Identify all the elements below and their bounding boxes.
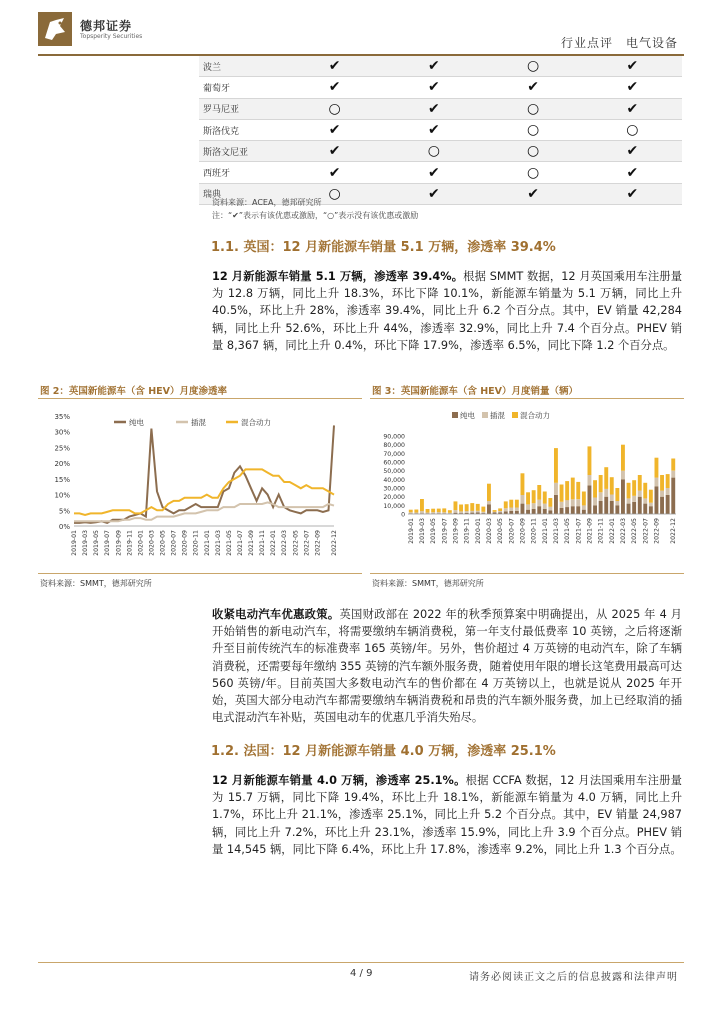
y-tick-label: 50,000	[383, 468, 405, 476]
series-line	[74, 469, 334, 515]
bar-segment	[442, 508, 446, 512]
country-name: 斯洛文尼亚	[199, 141, 285, 162]
bar-segment	[560, 508, 564, 514]
bar-segment	[448, 510, 452, 513]
table-source: 资料来源：ACEA，德邦研究所	[212, 198, 322, 207]
bar-segment	[615, 505, 619, 514]
y-tick-label: 60,000	[383, 459, 405, 467]
bar-segment	[588, 446, 592, 475]
bar-segment	[571, 506, 575, 514]
x-tick-label: 2022-12	[331, 530, 338, 556]
legend-label: 插混	[490, 411, 505, 420]
x-tick-label: 2020-01	[137, 530, 145, 556]
bar-segment	[638, 491, 642, 497]
legend-label: 插混	[191, 418, 206, 427]
bar-segment	[470, 511, 474, 513]
y-tick-label: 10,000	[383, 502, 405, 510]
legend-swatch	[452, 412, 458, 418]
check-mark-icon: ✔	[285, 56, 384, 77]
x-tick-label: 2021-05	[564, 518, 572, 544]
x-tick-label: 2019-01	[407, 518, 415, 544]
x-tick-label: 2022-03	[619, 518, 627, 544]
page-number: 4 / 9	[350, 968, 373, 979]
check-mark-icon: ✔	[384, 162, 483, 183]
bar-segment	[554, 448, 558, 483]
x-tick-label: 2020-05	[159, 530, 167, 556]
x-tick-label: 2019-05	[93, 530, 101, 556]
bar-segment	[660, 491, 664, 497]
bar-segment	[671, 478, 675, 514]
bar-segment	[526, 492, 530, 504]
check-mark-icon: ✔	[285, 77, 384, 98]
bar-segment	[509, 511, 513, 514]
bar-segment	[610, 501, 614, 514]
bar-segment	[431, 509, 435, 513]
x-tick-label: 2021-03	[552, 518, 560, 544]
x-tick-label: 2021-03	[214, 530, 222, 556]
bar-segment	[565, 507, 569, 514]
bar-segment	[548, 498, 552, 507]
x-tick-label: 2019-07	[104, 530, 112, 556]
logo-chinese-name: 德邦证券	[80, 19, 133, 33]
empty-circle-icon: ○	[384, 141, 483, 162]
bar-segment	[526, 505, 530, 510]
bar-segment	[498, 511, 502, 512]
bar-segment	[632, 496, 636, 502]
x-tick-label: 2019-05	[430, 518, 438, 544]
footer-disclaimer: 请务必阅读正文之后的信息披露和法律声明	[469, 972, 678, 983]
x-tick-label: 2020-09	[519, 518, 527, 544]
x-tick-label: 2020-07	[170, 530, 178, 556]
section-fr-body: 根据 CCFA 数据，12 月法国乘用车注册量为 15.7 万辆，同比下降 19.4%，环比上升 18.1%，新能源车销量为 4.0 万辆，同比上升 1.7%，环比上升 21.1%，渗透率 25.1%，同比上升 5.2 个百分点。其中，EV 销量 24,987 辆，同比上升 7.2%，环比上升 23.1%，渗透率 15.9%，同比上升 3.9 个百分点。PHEV 销量 14,545 辆，同比下降 6.4%，环比上升 17.8%，渗透率 9.2%，同比上升 1.3 个百分点。	[212, 774, 682, 856]
bar-segment	[599, 501, 603, 514]
bar-segment	[576, 499, 580, 506]
x-tick-label: 2019-01	[71, 530, 78, 556]
bar-segment	[481, 512, 485, 513]
bar-segment	[532, 503, 536, 509]
check-mark-icon: ✔	[484, 77, 583, 98]
y-tick-label: 30%	[54, 428, 70, 437]
section-uk-body: 根据 SMMT 数据，12 月英国乘用车注册量为 12.8 万辆，同比上升 18.3%，环比下降 10.1%，新能源车销量为 5.1 万辆，同比上升 40.5%，环比上升 28%，渗透率 39.4%，同比上升 6.2 个百分点。其中，EV 销量 42,284 辆，同比上升 52.6%，环比上升 44%，渗透率 32.9%，同比上升 7.4 个百分点。PHEV 销量 8,367 辆，同比上升 0.4%，环比下降 17.9%，渗透率 6.5%，同比下降 1.2 个百分点。	[212, 270, 682, 352]
check-mark-icon: ✔	[583, 56, 682, 77]
bar-segment	[431, 512, 435, 513]
section-uk-title: 1.1. 英国：12 月新能源车销量 5.1 万辆，渗透率 39.4%	[211, 240, 556, 255]
x-tick-label: 2021-11	[259, 530, 267, 556]
figure3-source: 资料来源：SMMT，德邦研究所	[372, 579, 484, 588]
x-tick-label: 2022-05	[631, 518, 639, 544]
y-tick-label: 15%	[54, 475, 70, 484]
bar-segment	[588, 475, 592, 485]
policy-paragraph	[212, 606, 682, 726]
bar-segment	[649, 503, 653, 507]
legend-swatch	[512, 412, 518, 418]
bar-segment	[643, 504, 647, 514]
bar-segment	[414, 510, 418, 513]
empty-circle-icon: ○	[484, 98, 583, 119]
y-tick-label: 70,000	[383, 450, 405, 458]
bar-segment	[666, 495, 670, 514]
bar-segment	[621, 445, 625, 471]
bar-segment	[655, 486, 659, 514]
y-tick-label: 20%	[54, 460, 70, 469]
bar-segment	[420, 511, 424, 513]
table-row	[199, 119, 682, 140]
x-tick-label: 2020-05	[497, 518, 505, 544]
bar-segment	[621, 479, 625, 514]
bar-segment	[487, 501, 491, 505]
series-line	[74, 425, 334, 523]
bar-segment	[593, 505, 597, 514]
bar-segment	[632, 480, 636, 496]
bar-segment	[582, 492, 586, 506]
country-name: 葡萄牙	[199, 77, 285, 98]
bar-segment	[588, 485, 592, 514]
uk-penetration-line-chart	[38, 402, 366, 570]
bar-segment	[565, 481, 569, 500]
footer-divider	[38, 962, 684, 963]
table-row	[199, 56, 682, 77]
bar-segment	[476, 504, 480, 511]
bar-segment	[582, 505, 586, 509]
bar-segment	[487, 505, 491, 515]
bar-segment	[487, 484, 491, 501]
bar-segment	[649, 506, 653, 514]
check-mark-icon: ✔	[384, 77, 483, 98]
bar-segment	[470, 503, 474, 511]
bar-segment	[615, 501, 619, 505]
y-tick-label: 5%	[58, 507, 70, 516]
bar-segment	[599, 475, 603, 492]
company-logo-icon	[38, 12, 72, 46]
bar-segment	[521, 473, 525, 495]
bar-segment	[621, 471, 625, 480]
report-category: 行业点评 电气设备	[560, 36, 678, 50]
bar-segment	[426, 512, 430, 513]
bar-segment	[532, 509, 536, 514]
bar-segment	[459, 505, 463, 512]
logo-english-name: Topsperity Securities	[80, 33, 143, 40]
x-tick-label: 2022-09	[653, 518, 661, 544]
bar-segment	[420, 499, 424, 511]
x-tick-label: 2022-01	[270, 530, 278, 556]
x-tick-label: 2019-09	[452, 518, 460, 544]
country-name: 瑞典	[199, 183, 285, 204]
empty-circle-icon: ○	[484, 162, 583, 183]
bar-segment	[638, 475, 642, 491]
bar-segment	[560, 485, 564, 502]
bar-segment	[604, 489, 608, 497]
bar-segment	[493, 510, 497, 512]
figure3-title: 图 3：英国新能源车（含 HEV）月度销量（辆）	[372, 386, 579, 397]
bar-segment	[504, 508, 508, 511]
bar-segment	[465, 504, 469, 511]
bar-segment	[437, 509, 441, 512]
check-mark-icon: ✔	[583, 98, 682, 119]
bar-segment	[548, 507, 552, 511]
x-tick-label: 2020-07	[508, 518, 516, 544]
bar-segment	[660, 497, 664, 514]
x-tick-label: 2019-09	[115, 530, 123, 556]
x-tick-label: 2021-05	[225, 530, 233, 556]
bar-segment	[515, 511, 519, 514]
bar-segment	[666, 488, 670, 495]
x-tick-label: 2021-11	[597, 518, 605, 544]
bar-segment	[543, 509, 547, 514]
y-tick-label: 90,000	[383, 433, 405, 441]
y-tick-label: 10%	[54, 491, 70, 500]
bar-segment	[554, 483, 558, 495]
bar-segment	[643, 483, 647, 499]
x-tick-label: 2021-07	[236, 530, 244, 556]
bar-segment	[521, 495, 525, 504]
check-mark-icon: ✔	[285, 162, 384, 183]
y-tick-label: 40,000	[383, 476, 405, 484]
bar-segment	[409, 510, 413, 513]
bar-segment	[414, 513, 418, 514]
legend-label: 混合动力	[520, 411, 550, 420]
table-row	[199, 162, 682, 183]
x-tick-label: 2022-12	[670, 518, 678, 544]
x-tick-label: 2022-09	[314, 530, 322, 556]
figure2-rule	[38, 398, 362, 399]
check-mark-icon: ✔	[384, 56, 483, 77]
bar-segment	[515, 508, 519, 512]
bar-segment	[604, 467, 608, 489]
bar-segment	[671, 471, 675, 478]
bar-segment	[454, 510, 458, 513]
x-tick-label: 2022-01	[608, 518, 616, 544]
y-tick-label: 35%	[54, 413, 70, 421]
figure2-title: 图 2：英国新能源车（含 HEV）月度渗透率	[40, 386, 228, 397]
bar-segment	[660, 475, 664, 491]
bar-segment	[576, 506, 580, 514]
empty-circle-icon: ○	[285, 183, 384, 204]
bar-segment	[599, 492, 603, 501]
x-tick-label: 2021-09	[586, 518, 594, 544]
empty-circle-icon: ○	[484, 56, 583, 77]
y-tick-label: 25%	[54, 444, 70, 453]
bar-segment	[537, 500, 541, 507]
check-mark-icon: ✔	[484, 183, 583, 204]
figure2-source: 资料来源：SMMT，德邦研究所	[40, 579, 152, 588]
legend-swatch	[482, 412, 488, 418]
check-mark-icon: ✔	[583, 77, 682, 98]
bar-segment	[442, 512, 446, 513]
bar-segment	[593, 498, 597, 506]
bar-segment	[504, 501, 508, 508]
bar-segment	[655, 458, 659, 478]
legend-label: 纯电	[460, 411, 475, 420]
section-uk-lead: 12 月新能源车销量 5.1 万辆，渗透率 39.4%。	[212, 270, 464, 283]
legend-label: 纯电	[129, 418, 144, 427]
check-mark-icon: ✔	[384, 98, 483, 119]
bar-segment	[459, 511, 463, 513]
bar-segment	[476, 511, 480, 513]
y-tick-label: 30,000	[383, 485, 405, 493]
policy-body: 英国财政部在 2022 年的秋季预算案中明确提出，从 2025 年 4 月开始销售的新电动汽车，将需要缴纳车辆消费税，第一年支付最低费率 10 英镑，之后将逐渐升至目前传统汽车的标准费率 165 英镑/年。另外，售价超过 4 万英镑的电动汽车，除了车辆消费税，还需要每年缴纳 355 英镑的汽车额外服务费，随着使用年限的增长这笔费用最高可达 560 英镑/年。目前英国大多数电动汽车的售价都在 4 万英镑以上，也就是说从 2025 年开始，英国大部分电动汽车都需要缴纳车辆消费税和昂贵的汽车额外服务费，加上已经取消的插电式混动汽车补贴，英国电动车的优惠几乎消失殆尽。	[212, 608, 682, 725]
check-mark-icon: ✔	[285, 141, 384, 162]
bar-segment	[576, 482, 580, 499]
bar-segment	[643, 498, 647, 503]
empty-circle-icon: ○	[583, 119, 682, 140]
bar-segment	[509, 500, 513, 508]
figure3-bottom-rule	[370, 573, 684, 574]
bar-segment	[582, 510, 586, 514]
x-tick-label: 2021-01	[541, 518, 549, 544]
empty-circle-icon: ○	[285, 98, 384, 119]
x-tick-label: 2019-11	[463, 518, 471, 544]
check-mark-icon: ✔	[384, 119, 483, 140]
bar-segment	[409, 512, 413, 513]
bar-segment	[627, 483, 631, 499]
bar-segment	[426, 509, 430, 513]
bar-segment	[649, 490, 653, 503]
x-tick-label: 2020-11	[192, 530, 200, 556]
y-tick-label: 0%	[58, 523, 70, 531]
policy-table	[199, 56, 682, 205]
legend-label: 混合动力	[241, 418, 271, 427]
bar-segment	[537, 506, 541, 514]
bar-segment	[448, 513, 452, 514]
bar-segment	[604, 497, 608, 514]
x-tick-label: 2019-11	[126, 530, 134, 556]
bar-segment	[627, 504, 631, 514]
figure3-rule	[370, 398, 684, 399]
x-tick-label: 2019-03	[418, 518, 426, 544]
bar-segment	[671, 459, 675, 471]
country-name: 斯洛伐克	[199, 119, 285, 140]
x-tick-label: 2022-07	[303, 530, 311, 556]
uk-sales-bar-chart	[370, 402, 684, 570]
bar-segment	[615, 488, 619, 501]
table-note: 注：“✔”表示有该优惠或激励，“○”表示没有该优惠或激励	[212, 211, 419, 220]
y-tick-label: 0	[401, 511, 405, 519]
check-mark-icon: ✔	[583, 183, 682, 204]
section-uk-paragraph	[212, 268, 682, 354]
bar-segment	[560, 502, 564, 508]
section-fr-title: 1.2. 法国：12 月新能源车销量 4.0 万辆，渗透率 25.1%	[211, 744, 556, 759]
x-tick-label: 2020-09	[181, 530, 189, 556]
x-tick-label: 2021-07	[575, 518, 583, 544]
y-tick-label: 80,000	[383, 442, 405, 450]
check-mark-icon: ✔	[583, 141, 682, 162]
bar-segment	[498, 508, 502, 511]
x-tick-label: 2021-09	[248, 530, 256, 556]
figure2-bottom-rule	[38, 573, 362, 574]
country-name: 罗马尼亚	[199, 98, 285, 119]
bar-segment	[532, 490, 536, 503]
bar-segment	[610, 477, 614, 494]
bar-segment	[571, 499, 575, 506]
bar-segment	[627, 498, 631, 503]
bar-segment	[437, 512, 441, 513]
bar-segment	[554, 495, 558, 514]
x-tick-label: 2020-01	[474, 518, 482, 544]
bar-segment	[548, 511, 552, 515]
x-tick-label: 2021-01	[203, 530, 211, 556]
empty-circle-icon: ○	[484, 141, 583, 162]
x-tick-label: 2022-07	[642, 518, 650, 544]
section-fr-paragraph	[212, 772, 682, 858]
bar-segment	[515, 500, 519, 508]
section-fr-lead: 12 月新能源车销量 4.0 万辆，渗透率 25.1%。	[212, 774, 466, 787]
bar-segment	[565, 500, 569, 507]
check-mark-icon: ✔	[384, 183, 483, 204]
policy-lead: 收紧电动汽车优惠政策。	[212, 608, 340, 621]
bar-segment	[543, 492, 547, 504]
bar-segment	[593, 480, 597, 497]
bar-segment	[537, 485, 541, 500]
bar-segment	[509, 508, 513, 512]
country-name: 波兰	[199, 56, 285, 77]
table-row	[199, 141, 682, 162]
bar-segment	[465, 511, 469, 513]
check-mark-icon: ✔	[285, 119, 384, 140]
country-name: 西班牙	[199, 162, 285, 183]
bar-segment	[638, 497, 642, 514]
bar-segment	[543, 504, 547, 509]
bar-segment	[481, 507, 485, 512]
bar-segment	[454, 501, 458, 510]
bar-segment	[610, 495, 614, 502]
bar-segment	[571, 478, 575, 500]
bar-segment	[655, 478, 659, 487]
x-tick-label: 2020-11	[530, 518, 538, 544]
y-tick-label: 20,000	[383, 494, 405, 502]
bar-segment	[521, 504, 525, 514]
bar-segment	[632, 502, 636, 514]
x-tick-label: 2022-03	[281, 530, 289, 556]
bar-segment	[526, 510, 530, 514]
table-row	[199, 98, 682, 119]
x-tick-label: 2020-03	[485, 518, 493, 544]
table-row	[199, 77, 682, 98]
check-mark-icon: ✔	[583, 162, 682, 183]
empty-circle-icon: ○	[484, 119, 583, 140]
bar-segment	[666, 474, 670, 488]
x-tick-label: 2019-03	[82, 530, 90, 556]
x-tick-label: 2020-03	[148, 530, 156, 556]
x-tick-label: 2019-07	[441, 518, 449, 544]
x-tick-label: 2022-05	[292, 530, 300, 556]
